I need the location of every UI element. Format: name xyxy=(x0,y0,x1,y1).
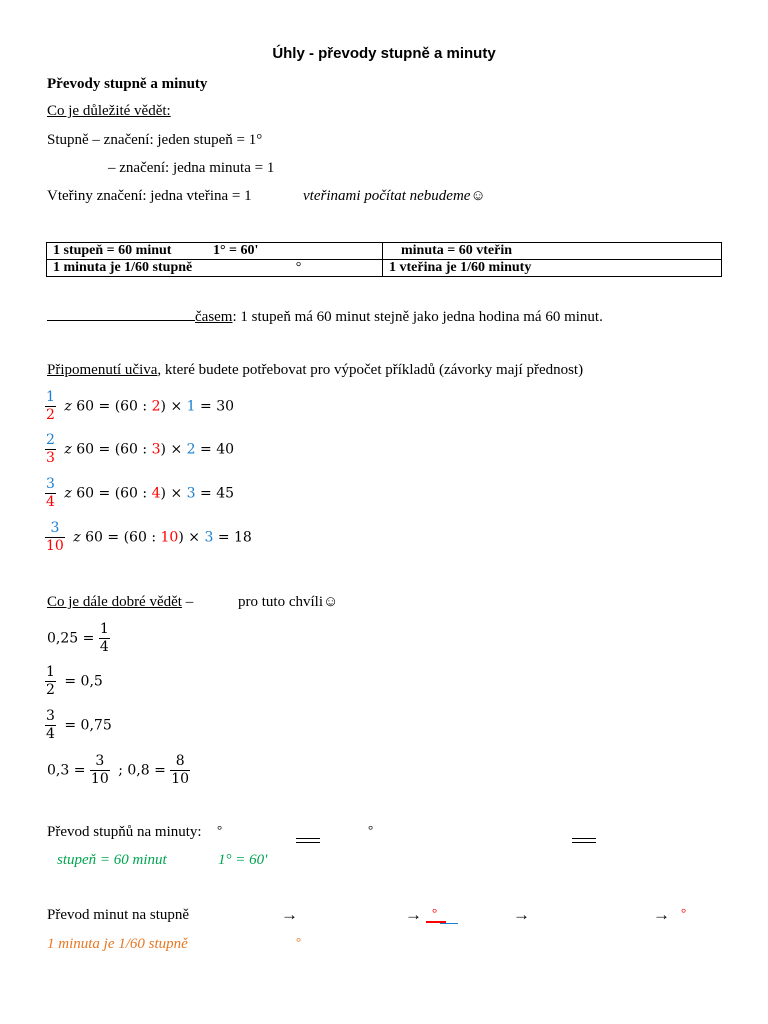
decimal-equation xyxy=(47,753,194,788)
double-line xyxy=(572,838,596,843)
good-dash: – xyxy=(181,594,194,610)
table-cell xyxy=(47,243,383,260)
good-to-know-line xyxy=(47,594,193,611)
sixty: 60 xyxy=(76,485,95,502)
times: × xyxy=(170,398,183,415)
page-title: Úhly - převody stupně a minuty xyxy=(272,45,496,62)
fraction-denominator: 4 xyxy=(46,494,55,510)
equals: = xyxy=(200,441,212,458)
fraction-example xyxy=(45,476,234,511)
good-label: Co je dále dobré vědět xyxy=(47,594,182,610)
fraction-example xyxy=(45,520,252,555)
multiplier: 3 xyxy=(186,485,196,502)
table-cell-text: 1 stupeň = 60 minut xyxy=(53,243,172,258)
minute-notation-line: – značení: jedna minuta = 1 xyxy=(108,160,275,176)
result: 18 xyxy=(234,529,252,546)
divisor: 4 xyxy=(151,485,161,502)
close-paren: ) xyxy=(160,398,166,415)
open-paren: (60 : xyxy=(114,441,148,458)
table-row xyxy=(47,243,722,260)
arrow-icon: → xyxy=(653,905,670,924)
conversion-table xyxy=(46,242,722,277)
of-word: z xyxy=(73,529,81,546)
time-word: časem xyxy=(195,309,233,325)
table-cell: minuta = 60 vteřin xyxy=(383,243,722,260)
open-paren: (60 : xyxy=(114,398,148,415)
divisor: 3 xyxy=(151,441,161,458)
fraction-numerator: 2 xyxy=(46,432,55,448)
equals: = xyxy=(107,529,120,546)
fraction-numerator: 3 xyxy=(46,708,55,724)
close-paren: ) xyxy=(160,485,166,502)
fraction-numerator: 3 xyxy=(95,753,105,769)
decimal-left: 0,8 = xyxy=(127,762,166,779)
equals: = xyxy=(98,441,111,458)
result: 30 xyxy=(216,398,235,415)
fraction-denominator: 2 xyxy=(46,682,55,698)
fraction-numerator: 1 xyxy=(46,664,55,680)
fraction-numerator: 8 xyxy=(175,753,185,769)
fraction-numerator: 3 xyxy=(46,476,55,492)
table-cell xyxy=(47,260,383,277)
of-word: z xyxy=(64,398,72,415)
equals: = xyxy=(200,398,212,415)
times: × xyxy=(188,529,200,546)
fraction-denominator: 3 xyxy=(46,450,55,466)
times: × xyxy=(170,485,183,502)
result: 45 xyxy=(216,485,235,502)
equals: = xyxy=(217,529,230,546)
separator: ; xyxy=(118,762,123,779)
reminder-line xyxy=(47,362,583,379)
time-text: : 1 stupeň má 60 minut stejně jako jedna hodina má 60 minut. xyxy=(232,309,603,325)
blue-underline xyxy=(440,923,458,924)
table-cell-text: 1° = 60' xyxy=(212,243,259,258)
sixty: 60 xyxy=(76,441,95,458)
degree-symbol: ° xyxy=(217,822,223,837)
divisor: 10 xyxy=(160,529,179,546)
decimal-equation xyxy=(45,664,103,699)
reminder-text: , které budete potřebovat pro výpočet příkladů (závorky mají přednost) xyxy=(157,362,584,378)
seconds-note: vteřinami počítat nebudeme☺ xyxy=(303,188,486,204)
decimal-left: 0,25 = xyxy=(47,630,95,647)
sixty: 60 xyxy=(85,529,103,546)
double-line xyxy=(296,838,320,843)
deg-to-min-label: Převod stupňů na minuty: xyxy=(47,824,202,840)
equals: = xyxy=(98,485,111,502)
min-to-deg-label: Převod minut na stupně xyxy=(47,907,190,923)
table-cell-text: 1 minuta je 1/60 stupně xyxy=(53,260,193,275)
decimal-equation xyxy=(45,708,112,743)
time-line xyxy=(47,306,603,326)
table-row xyxy=(47,260,722,277)
deg-to-min-note: 1° = 60' xyxy=(218,852,268,868)
close-paren: ) xyxy=(160,441,166,458)
sixty: 60 xyxy=(76,398,95,415)
of-word: z xyxy=(64,485,72,502)
fraction-example xyxy=(45,432,234,467)
equals: = xyxy=(98,398,111,415)
times: × xyxy=(170,441,183,458)
multiplier: 2 xyxy=(186,441,196,458)
decimal-equation xyxy=(47,621,114,656)
deg-to-min-note: stupeň = 60 minut xyxy=(57,852,167,868)
open-paren: (60 : xyxy=(123,529,157,546)
open-paren: (60 : xyxy=(114,485,148,502)
fraction-denominator: 10 xyxy=(90,771,109,787)
close-paren: ) xyxy=(178,529,184,546)
arrow-icon: → xyxy=(281,905,298,924)
fraction-denominator: 10 xyxy=(46,538,64,554)
fraction-numerator: 1 xyxy=(99,621,109,637)
multiplier: 3 xyxy=(204,529,214,546)
second-notation-line: Vteřiny značení: jedna vteřina = 1 xyxy=(47,188,252,204)
reminder-label: Připomenutí učiva xyxy=(47,362,158,378)
of-word: z xyxy=(64,441,72,458)
for-now-note: pro tuto chvíli☺ xyxy=(238,594,339,610)
fraction-example xyxy=(45,389,234,424)
min-to-deg-note: 1 minuta je 1/60 stupně xyxy=(47,936,188,952)
multiplier: 1 xyxy=(186,398,196,415)
fraction-denominator: 4 xyxy=(46,726,55,742)
table-cell: 1 vteřina je 1/60 minuty xyxy=(383,260,722,277)
divisor: 2 xyxy=(151,398,161,415)
blank-line xyxy=(47,306,195,321)
decimal-right: = 0,75 xyxy=(64,717,112,734)
fraction-denominator: 2 xyxy=(46,407,55,423)
decimal-right: = 0,5 xyxy=(64,673,103,690)
degree-notation-line: Stupně – značení: jeden stupeň = 1° xyxy=(47,132,263,148)
arrow-icon: → xyxy=(513,905,530,924)
equals: = xyxy=(200,485,212,502)
degree-symbol: ° xyxy=(295,260,302,275)
section-heading: Převody stupně a minuty xyxy=(47,76,208,92)
fraction-denominator: 4 xyxy=(99,639,109,655)
fraction-numerator: 1 xyxy=(46,389,55,405)
fraction-denominator: 10 xyxy=(171,771,190,787)
degree-symbol-red: ° xyxy=(432,905,438,920)
arrow-icon: → xyxy=(405,905,422,924)
degree-symbol-red: ° xyxy=(681,905,687,920)
degree-symbol: ° xyxy=(368,822,374,837)
decimal-left: 0,3 = xyxy=(47,762,86,779)
result: 40 xyxy=(216,441,235,458)
important-label: Co je důležité vědět: xyxy=(47,103,171,119)
fraction-numerator: 3 xyxy=(50,520,60,536)
degree-symbol-orange: ° xyxy=(296,934,302,949)
